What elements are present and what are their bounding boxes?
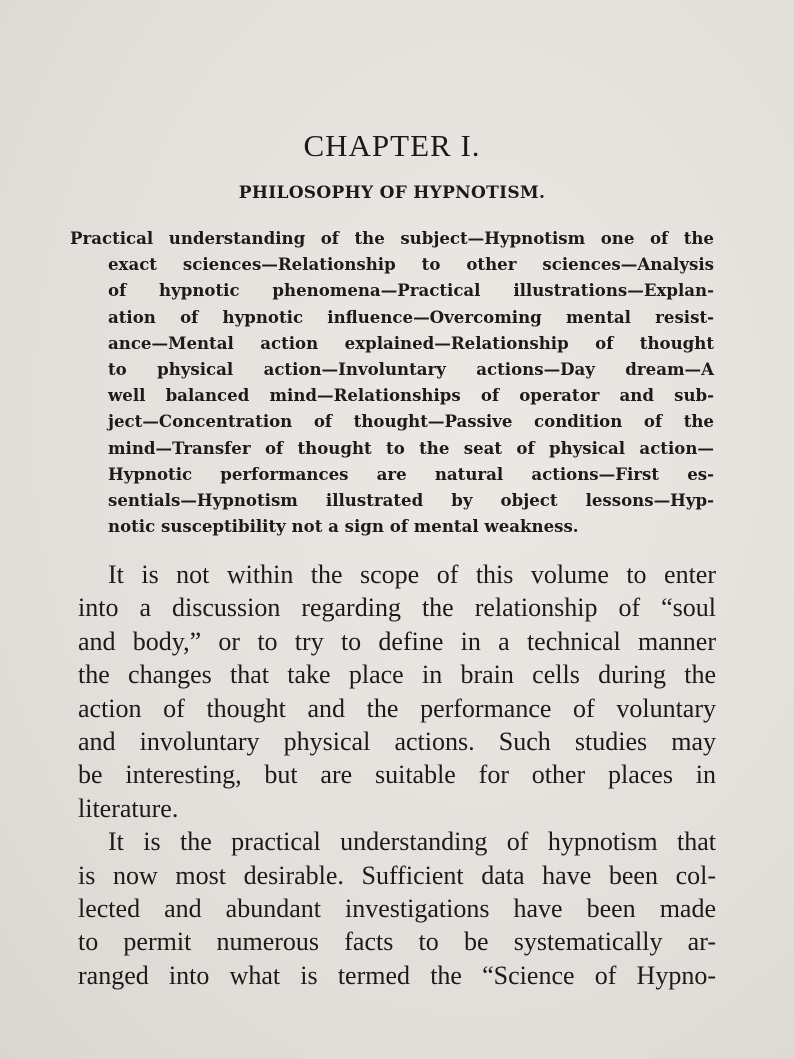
paragraph-line: ranged into what is termed the “Science of Hypno- bbox=[78, 960, 716, 990]
synopsis-line: notic susceptibility not a sign of mental weakness. bbox=[108, 516, 579, 537]
synopsis-line: sentials—Hypnotism illustrated by object lessons—Hyp- bbox=[108, 489, 714, 510]
paragraph-2 bbox=[78, 825, 716, 992]
paragraph-line: and involuntary physical actions. Such studies may bbox=[78, 726, 716, 756]
synopsis-line: ject—Concentration of thought—Passive condition of the bbox=[108, 411, 714, 432]
chapter-subtitle: PHILOSOPHY OF HYPNOTISM. bbox=[238, 183, 546, 203]
synopsis-line: mind—Transfer of thought to the seat of physical action— bbox=[108, 437, 714, 458]
paragraph-line: the changes that take place in brain cells during the bbox=[78, 660, 716, 690]
paragraph-line: literature. bbox=[78, 793, 179, 823]
synopsis-line: ance—Mental action explained—Relationship of thought bbox=[108, 332, 714, 353]
paragraph-line: It is the practical understanding of hypnotism that bbox=[108, 827, 716, 857]
chapter-title: CHAPTER I. bbox=[303, 128, 481, 163]
paragraph-1 bbox=[78, 558, 716, 825]
body-text bbox=[78, 558, 716, 992]
synopsis-line: ation of hypnotic influence—Overcoming mental resist- bbox=[108, 306, 714, 327]
synopsis-line: to physical action—Involuntary actions—Day dream—A bbox=[108, 358, 714, 379]
synopsis-line: well balanced mind—Relationships of operator and sub- bbox=[108, 385, 714, 406]
paragraph-line: It is not within the scope of this volume to enter bbox=[108, 560, 716, 589]
paragraph-line: action of thought and the performance of voluntary bbox=[78, 693, 716, 723]
paragraph-line: to permit numerous facts to be systematically ar- bbox=[78, 927, 716, 957]
paragraph-line: lected and abundant investigations have been made bbox=[78, 893, 716, 923]
chapter-synopsis bbox=[70, 225, 714, 539]
synopsis-line: exact sciences—Relationship to other sciences—Analysis bbox=[108, 254, 714, 275]
synopsis-line: of hypnotic phenomena—Practical illustrations—Explan- bbox=[108, 280, 714, 301]
paragraph-line: be interesting, but are suitable for other places in bbox=[78, 760, 716, 790]
synopsis-line: Hypnotic performances are natural actions—First es- bbox=[108, 463, 714, 484]
paragraph-line: and body,” or to try to define in a technical manner bbox=[78, 626, 716, 656]
paragraph-line: is now most desirable. Sufficient data have been col- bbox=[78, 860, 716, 890]
paragraph-line: into a discussion regarding the relationship of “soul bbox=[78, 593, 716, 623]
synopsis-line: Practical understanding of the subject—Hypnotism one of the bbox=[70, 228, 714, 248]
